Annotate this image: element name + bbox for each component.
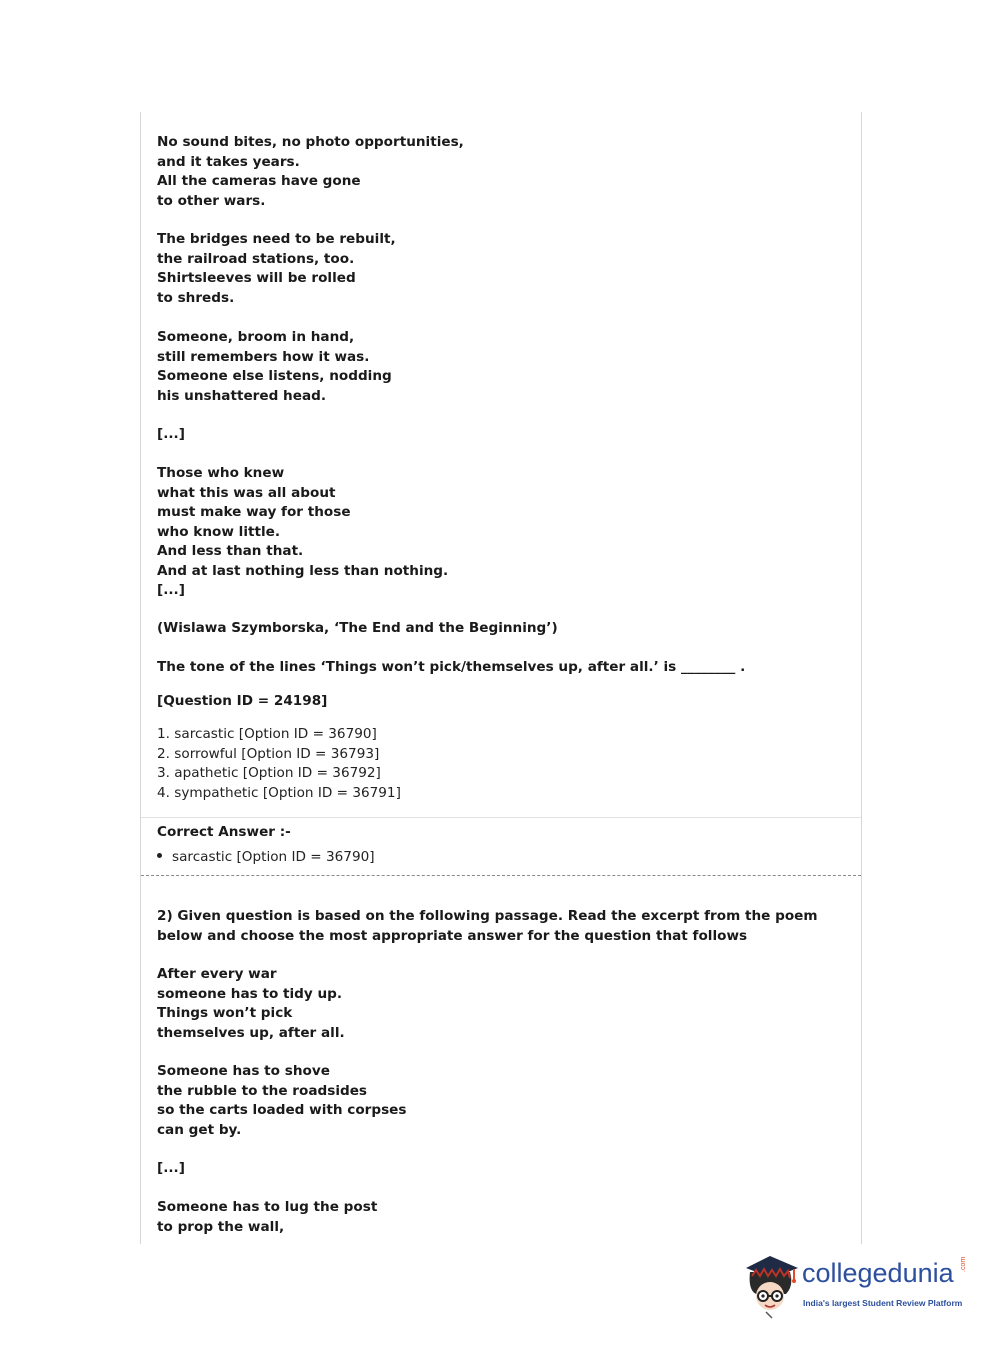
poem-line: the rubble to the roadsides [157, 1082, 368, 1099]
poem-line: The bridges need to be rebuilt, [157, 231, 396, 247]
question-id [157, 692, 327, 712]
option-item: 3. apathetic [Option ID = 36792] [157, 765, 381, 781]
poem-line: and it takes years. [157, 153, 300, 170]
poem-line: his unshattered head. [157, 387, 327, 404]
citation [157, 619, 558, 639]
correct-answer-label [157, 823, 291, 843]
collegedunia-logo [742, 1250, 972, 1320]
poem-line: someone has to tidy up. [157, 985, 343, 1002]
poem-line: Things won’t pick [157, 1005, 293, 1021]
q2-stanza-1 [157, 965, 345, 1043]
poem-line: [...] [157, 582, 185, 598]
stanza-2 [157, 230, 396, 308]
citation-text: (Wislawa Szymborska, ‘The End and the Beginning’) [157, 620, 558, 636]
brand-tagline: India's largest Student Review Platform [803, 1298, 963, 1308]
brand-com: .com [960, 1256, 967, 1272]
poem-line: And less than that. [157, 543, 304, 559]
question-text [157, 658, 745, 678]
question-id-text: [Question ID = 24198] [157, 693, 328, 709]
poem-line: what this was all about [157, 484, 336, 501]
poem-line: who know little. [157, 523, 281, 540]
poem-line: No sound bites, no photo opportunities, [157, 134, 464, 150]
ellipsis-text: [...] [157, 1160, 185, 1176]
correct-answer-item [157, 848, 375, 868]
correct-answer-heading: Correct Answer :- [157, 824, 291, 840]
poem-line: themselves up, after all. [157, 1024, 345, 1041]
poem-line: to shreds. [157, 289, 235, 306]
poem-line: the railroad stations, too. [157, 250, 355, 267]
correct-answer-text: sarcastic [Option ID = 36790] [172, 849, 375, 865]
page-frame-left [140, 112, 141, 1244]
section-divider [141, 817, 861, 818]
option-item: 2. sorrowful [Option ID = 36793] [157, 745, 380, 762]
stanza-4 [157, 464, 448, 601]
poem-line: Those who knew [157, 465, 285, 481]
options-list [157, 725, 401, 803]
question-line: The tone of the lines ‘Things won’t pick/themselves up, after all.’ is ________ . [157, 659, 746, 675]
stanza-1 [157, 133, 464, 211]
ellipsis-1 [157, 425, 185, 445]
poem-line: so the carts loaded with corpses [157, 1102, 407, 1118]
poem-line: Someone, broom in hand, [157, 329, 355, 345]
poem-line: still remembers how it was. [157, 348, 370, 365]
poem-line: can get by. [157, 1121, 242, 1138]
q2-ellipsis [157, 1159, 185, 1179]
q2-intro [157, 907, 847, 946]
brand-name: collegedunia [802, 1258, 954, 1288]
poem-line: Someone else listens, nodding [157, 368, 392, 384]
poem-line: Someone has to shove [157, 1063, 330, 1079]
mascot-icon [742, 1250, 802, 1320]
poem-line: And at last nothing less than nothing. [157, 562, 449, 579]
q2-intro-text: 2) Given question is based on the following passage. Read the excerpt from the poem below and choose the most appropriate answer for the question that follows [157, 908, 818, 944]
q2-stanza-2 [157, 1062, 407, 1140]
option-item: 4. sympathetic [Option ID = 36791] [157, 784, 401, 801]
poem-line: Shirtsleeves will be rolled [157, 270, 356, 286]
option-item: 1. sarcastic [Option ID = 36790] [157, 726, 377, 742]
page-frame-right [861, 112, 862, 1244]
poem-line: to prop the wall, [157, 1218, 285, 1235]
poem-line: Someone has to lug the post [157, 1199, 378, 1215]
poem-line: must make way for those [157, 504, 351, 520]
bullet-icon [157, 853, 162, 858]
q2-stanza-3 [157, 1198, 377, 1237]
ellipsis-text: [...] [157, 426, 185, 442]
stanza-3 [157, 328, 392, 406]
poem-line: After every war [157, 966, 277, 982]
poem-line: to other wars. [157, 192, 266, 209]
question-divider [141, 875, 861, 876]
poem-line: All the cameras have gone [157, 173, 361, 189]
